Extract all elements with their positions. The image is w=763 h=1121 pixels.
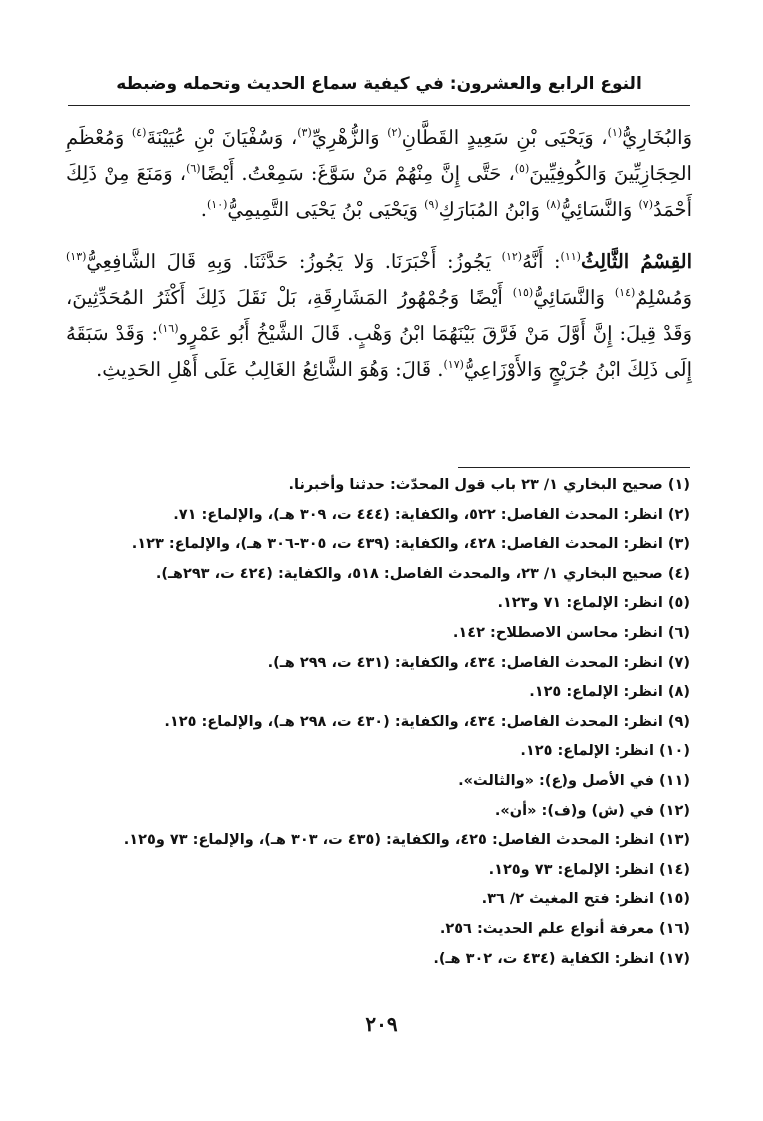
text-run: . [200,198,207,221]
footnote-item: (٧) انظر: المحدث الفاصل: ٤٣٤، والكفاية: (٤٣١ ت، ٢٩٩ هـ). [267,654,690,671]
footnote-marker: (٥) [514,162,530,175]
footnote-marker: (٧) [638,198,654,211]
footnote-marker: (١٢) [501,250,523,263]
footnote-item: (١٠) انظر: الإلماع: ١٢٥. [520,743,690,760]
footnote-marker: (١٥) [512,286,534,299]
paragraph-2 [66,244,692,388]
text-run: ، وَسُفْيَانَ بْنِ عُيَيْنَةَ [146,126,298,149]
footnote-marker: (١٦) [158,322,179,335]
footnote-item: (٨) انظر: الإلماع: ١٢٥. [529,684,690,701]
footnote-marker: (٩) [424,198,439,211]
text-run: وَالنَّسَائِيُّ [533,286,615,309]
header-rule [68,105,690,106]
footnote-item: (١٦) معرفة أنواع علم الحديث: ٢٥٦. [439,920,690,937]
footnote-item: (٣) انظر: المحدث الفاصل: ٤٢٨، والكفاية: (٤٣٩ ت، ٣٠٥-٣٠٦ هـ)، والإلماع: ١٢٣. [131,536,690,553]
text-run: : أَنَّهُ [522,250,561,273]
footnote-item: (٥) انظر: الإلماع: ٧١ و١٢٣. [497,595,690,612]
footnote-separator [458,467,690,468]
text-run: ، حَتَّى إِنَّ مِنْهُمْ مَنْ سَوَّغَ: سَمِعْتُ. أَيْضًا [200,162,515,185]
footnote-marker: (١٠) [206,198,228,211]
footnote-marker: (١٤) [614,286,636,299]
footnote-marker: (١٣) [66,250,87,263]
footnote-item: (٩) انظر: المحدث الفاصل: ٤٣٤، والكفاية: (٤٣٠ ت، ٢٩٨ هـ)، والإلماع: ١٢٥. [164,713,690,730]
footnote-marker: (٤) [131,126,147,139]
text-run: : وَقَدْ سَبَقَهُ إِلَى ذَلِكَ ابْنُ جُرَيْجٍ وَالأَوْزَاعِيُّ [66,322,692,381]
footnote-marker: (٨) [546,198,561,211]
text-run: ، وَمَنَعَ مِنْ ذَلِكَ أَحْمَدُ [66,162,692,221]
footnote-item: (١٧) انظر: الكفاية (٤٣٤ ت، ٣٠٢ هـ). [433,950,690,967]
footnote-item: (١١) في الأصل و(ع): «والثالث». [458,772,690,789]
text-run: وَالنَّسَائِيُّ [560,198,639,221]
footnote-marker: (٦) [186,162,201,175]
footnote-item: (٦) انظر: محاسن الاصطلاح: ١٤٢. [452,624,690,641]
footnote-item: (١٢) في (ش) و(ف): «أن». [494,802,690,819]
footnote-item: (٢) انظر: المحدث الفاصل: ٥٢٢، والكفاية: (٤٤٤ ت، ٣٠٩ هـ)، والإلماع: ٧١. [173,506,690,523]
text-run: أَيْضًا وَجُمْهُورُ المَشَارِقَةِ، بَلْ نَقَلَ ذَلِكَ أَكْثَرُ المُحَدِّثِينَ، وَقَدْ قِيلَ: إِنَّ أَوَّلَ مَنْ فَرَّقَ بَيْنَهُمَا ابْنُ وَهْبٍ. قَالَ الشَّيْخُ أَبُو عَمْرٍو [66,286,692,345]
footnotes-list [66,471,690,974]
text-run: . قَالَ: وَهُوَ الشَّائِعُ الغَالِبُ عَلَى أَهْلِ الحَدِيثِ. [96,358,444,381]
text-run: وَيَحْيَى بْنُ يَحْيَى التَّمِيمِيُّ [227,198,425,221]
paragraph-1 [66,120,692,228]
footnote-marker: (١) [607,126,623,139]
footnote-marker: (١١) [560,250,581,263]
text-run: وَالبُخَارِيُّ [622,126,692,149]
footnote-item: (١٣) انظر: المحدث الفاصل: ٤٢٥، والكفاية: (٤٣٥ ت، ٣٠٣ هـ)، والإلماع: ٧٣ و١٢٥. [123,832,690,849]
text-run: وَالزُّهْرِيِّ [311,126,388,149]
running-header: النوع الرابع والعشرون: في كيفية سماع الحديث وتحمله وضبطه [116,74,642,94]
section-title: القِسْمُ الثَّالِثُ [580,250,693,273]
text-run: ، وَيَحْيَى بْنِ سَعِيدٍ القَطَّانِ [401,126,608,149]
text-run: يَجُوزُ: أَخْبَرَنَا. وَلا يَجُوزُ: حَدَّثَنَا. وَبِهِ قَالَ الشَّافِعِيُّ [86,250,502,273]
main-text [66,120,692,388]
footnote-item: (١٥) انظر: فتح المغيث ٢/ ٣٦. [481,891,690,908]
text-run: وَمُعْظَمِ الحِجَازِيِّينَ وَالكُوفِيِّينَ [66,126,692,185]
footnote-item: (١٤) انظر: الإلماع: ٧٣ و١٢٥. [488,861,690,878]
text-run: وَابْنُ المُبَارَكِ [438,198,547,221]
footnote-marker: (٢) [387,126,402,139]
footnote-marker: (١٧) [443,358,464,371]
page-number: ٢٠٩ [365,1012,398,1036]
footnote-item: (١) صحيح البخاري ١/ ٢٣ باب قول المحدّث: حدثنا وأخبرنا. [288,477,690,493]
footnote-item: (٤) صحيح البخاري ١/ ٢٣، والمحدث الفاصل: ٥١٨، والكفاية: (٤٢٤ ت، ٢٩٣هـ). [155,565,690,582]
text-run: وَمُسْلِمٌ [635,286,692,309]
footnote-marker: (٣) [297,126,312,139]
